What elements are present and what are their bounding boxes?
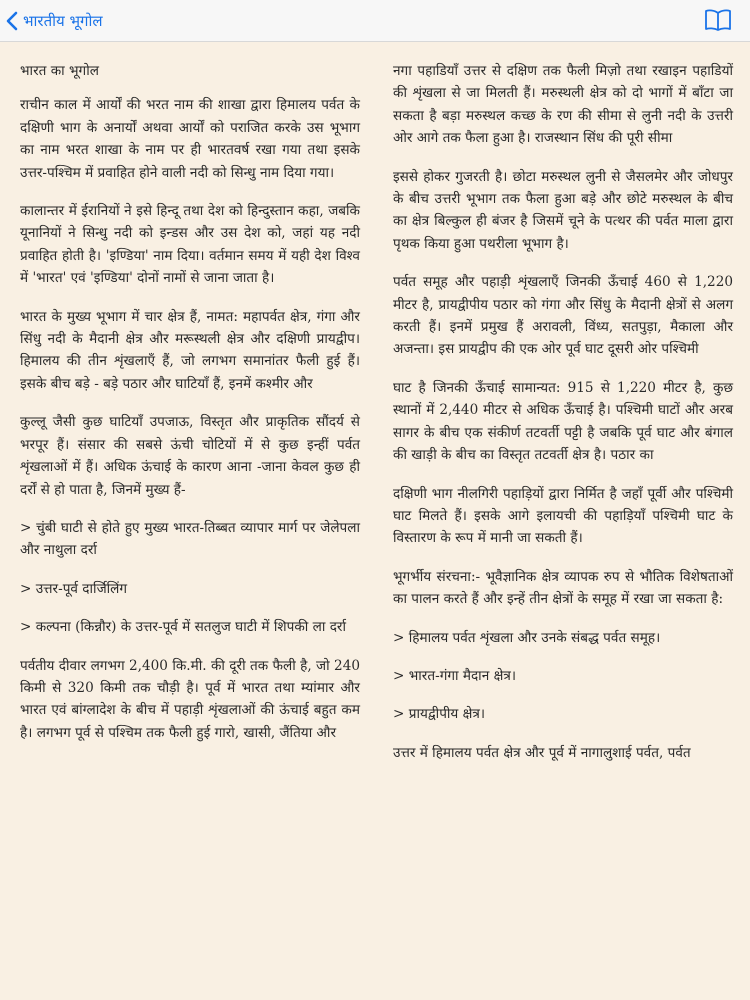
list-item: > कल्पना (किन्नौर) के उत्तर-पूर्व में सतलुज घाटी में शिपकी ला दर्रा [20, 619, 346, 636]
paragraph: कालान्तर में ईरानियों ने इसे हिन्दू तथा देश को हिन्दुस्तान कहा, जबकि यूनानियों ने सिन्धु नदी को इन्डस और उस देश को, जहां यह नदी प्रवाहित होती है। 'इण्डिया' नाम दिया। वर्तमान समय में यही देश विश्व में 'भारत' एवं 'इण्डिया' दोनों नामों से जाना जाता है। [20, 203, 360, 287]
paragraph: इससे होकर गुजरती है। छोटा मरुस्थल लुनी से जैसलमेर और जोधपुर के बीच उत्तरी भूभाग तक फैला हुआ बड़े और छोटे मरुस्थल के बीच का क्षेत्र बिल्कुल ही बंजर है जिसमें चूने के पत्थर की पर्वत माला द्वारा पृथक किया हुआ पथरीला भूभाग है। [393, 168, 733, 252]
chevron-left-icon [6, 11, 18, 31]
book-button[interactable] [704, 8, 732, 36]
right-column [393, 60, 733, 780]
list-item: > भारत-गंगा मैदान क्षेत्र। [393, 667, 516, 684]
paragraph: घाट है जिनकी ऊँचाई सामान्यत: 915 से 1,220 मीटर है, कुछ स्थानों में 2,440 मीटर से अधिक ऊँचाई है। पश्चिमी घाटों और अरब सागर के बीच एक संकीर्ण तटवर्ती पट्टी है जबकि पूर्व घाट और बंगाल की खाड़ी के बीच का विस्तृत तटवर्ती क्षेत्र है। पठार का [393, 379, 733, 464]
book-icon [704, 8, 732, 32]
list-item: > चुंबी घाटी से होते हुए मुख्य भारत-तिब्बत व्यापार मार्ग पर जेलेपला और नाथुला दर्रा [20, 519, 360, 559]
paragraph: उत्तर में हिमालय पर्वत क्षेत्र और पूर्व में नागालुशाई पर्वत, पर्वत [393, 744, 691, 761]
paragraph: दक्षिणी भाग नीलगिरी पहाड़ियों द्वारा निर्मित है जहाँ पूर्वी और पश्चिमी घाट मिलते हैं। इसके आगे इलायची की पहाड़ियाँ पश्चिमी घाट के विस्तारण के रूप में मानी जा सकती हैं। [393, 485, 733, 547]
list-item: > हिमालय पर्वत शृंखला और उनके संबद्ध पर्वत समूह। [393, 629, 661, 646]
article-title: भारत का भूगोल [20, 63, 99, 79]
paragraph: कुल्लू जैसी कुछ घाटियाँ उपजाऊ, विस्तृत और प्राकृतिक सौंदर्य से भरपूर हैं। संसार की सबसे ऊंची चोटियों में से कुछ इन्हीं पर्वत शृंखलाओं में हैं। अधिक ऊंचाई के कारण आना -जाना केवल कुछ ही दर्रों से हो पाता है, जिनमें मुख्य हैं- [20, 414, 360, 498]
paragraph: भूगर्भीय संरचना:- भूवैज्ञानिक क्षेत्र व्यापक रुप से भौतिक विशेषताओं का पालन करते हैं और इन्हें तीन क्षेत्रों के समूह में रखा जा सकता है: [393, 568, 733, 608]
paragraph: पर्वत समूह और पहाड़ी शृंखलाएँ जिनकी ऊँचाई 460 से 1,220 मीटर है, प्रायद्वीपीय पठार को गंगा और सिंधु के मैदानी क्षेत्रों से अलग करती हैं। इनमें प्रमुख हैं अरावली, विंध्य, सतपुड़ा, मैकाला और अजन्ता। इस प्रायद्वीप की एक ओर पूर्व घाट दूसरी ओर पश्चिमी [393, 274, 733, 358]
back-button[interactable] [6, 8, 103, 34]
left-column [20, 60, 360, 760]
list-item: > प्रायद्वीपीय क्षेत्र। [393, 706, 486, 723]
paragraph: पर्वतीय दीवार लगभग 2,400 कि.मी. की दूरी तक फैली है, जो 240 किमी से 320 किमी तक चौड़ी है। पूर्व में भारत तथा म्यांमार और भारत एवं बांग्लादेश के बीच में पहाड़ी शृंखलाओं की ऊंचाई बहुत कम है। लगभग पूर्व से पश्चिम तक फैली हुई गारो, खासी, जैंतिया और [20, 657, 360, 741]
navigation-bar [0, 0, 750, 42]
paragraph: नगा पहाडियाँ उत्तर से दक्षिण तक फैली मिज़ो तथा रखाइन पहाडियों की शृंखला से जा मिलती हैं। मरुस्थली क्षेत्र को दो भागों में बाँटा जा सकता है बड़ा मरुस्थल कच्छ के रण की सीमा से लुनी नदी के उत्तरी ओर आगे तक फैला हुआ है। राजस्थान सिंध की पूरी सीमा [393, 63, 733, 147]
paragraph: राचीन काल में आर्यों की भरत नाम की शाखा द्वारा हिमालय पर्वत के दक्षिणी भाग के अनार्यों अथवा आर्यों को पराजित करके उस भूभाग का नाम भरत शाखा के नाम पर ही भारतवर्ष रखा गया तथा इसके उत्तर-पश्चिम में प्रवाहित होने वाली नदी को सिन्धु नाम दिया गया। [20, 97, 360, 181]
back-button-label: भारतीय भूगोल [23, 12, 103, 30]
paragraph: भारत के मुख्य भूभाग में चार क्षेत्र हैं, नामत: महापर्वत क्षेत्र, गंगा और सिंधु नदी के मैदानी क्षेत्र और मरूस्थली क्षेत्र और दक्षिणी प्रायद्वीप। हिमालय की तीन शृंखलाएँ हैं, जो लगभग समानांतर फैली हुई हैं। इसके बीच बड़े - बड़े पठार और घाटियाँ हैं, इनमें कश्मीर और [20, 308, 360, 392]
list-item: > उत्तर-पूर्व दार्जिलिंग [20, 580, 128, 597]
